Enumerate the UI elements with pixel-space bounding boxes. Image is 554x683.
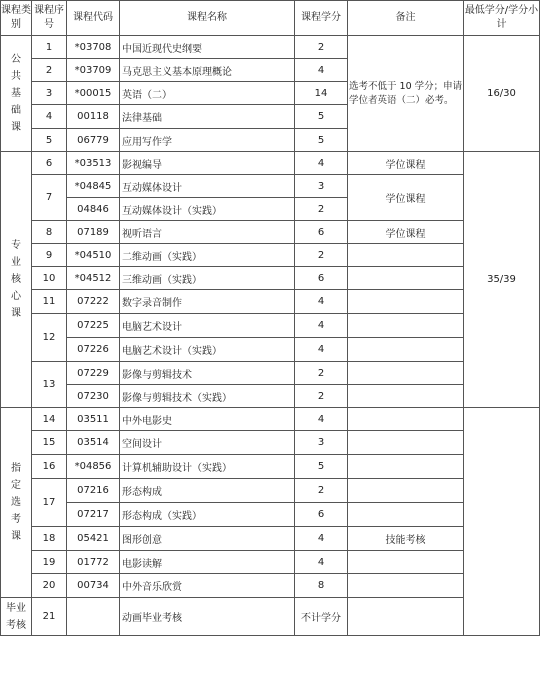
note-empty bbox=[348, 479, 464, 503]
note-degree: 学位课程 bbox=[348, 221, 464, 244]
code-cell: 05421 bbox=[67, 527, 120, 551]
course-name: 形态构成 bbox=[120, 479, 295, 503]
code-cell: *03513 bbox=[67, 152, 120, 175]
seq-cell: 19 bbox=[32, 551, 67, 574]
note-empty bbox=[348, 574, 464, 598]
code-cell: 00734 bbox=[67, 574, 120, 598]
course-name: 中外电影史 bbox=[120, 408, 295, 431]
code-cell: *04510 bbox=[67, 244, 120, 267]
seq-cell: 18 bbox=[32, 527, 67, 551]
note-empty bbox=[348, 431, 464, 455]
code-cell: *00015 bbox=[67, 82, 120, 105]
course-name: 中外音乐欣赏 bbox=[120, 574, 295, 598]
code-cell: 00118 bbox=[67, 105, 120, 129]
code-cell: *03709 bbox=[67, 59, 120, 82]
course-name: 影视编导 bbox=[120, 152, 295, 175]
credit-cell: 2 bbox=[295, 244, 348, 267]
note-empty bbox=[348, 362, 464, 385]
seq-cell: 17 bbox=[32, 479, 67, 527]
note-empty bbox=[348, 503, 464, 527]
code-cell: 03514 bbox=[67, 431, 120, 455]
credit-cell: 5 bbox=[295, 129, 348, 152]
category-core: 专 业 核 心 课 bbox=[1, 152, 32, 408]
seq-cell: 2 bbox=[32, 59, 67, 82]
code-cell: *04856 bbox=[67, 455, 120, 479]
note-skill: 技能考核 bbox=[348, 527, 464, 551]
min-credit-core: 35/39 bbox=[464, 152, 540, 408]
note-empty bbox=[348, 290, 464, 314]
note-empty bbox=[348, 455, 464, 479]
course-name: 计算机辅助设计（实践） bbox=[120, 455, 295, 479]
seq-cell: 7 bbox=[32, 175, 67, 221]
credit-cell: 4 bbox=[295, 408, 348, 431]
credit-cell: 3 bbox=[295, 431, 348, 455]
note-public: 选考不低于 10 学分；申请学位者英语（二）必考。 bbox=[348, 36, 464, 152]
min-credit-empty bbox=[464, 408, 540, 636]
credit-cell: 6 bbox=[295, 221, 348, 244]
header-name: 课程名称 bbox=[120, 1, 295, 36]
course-name: 影像与剪辑技术（实践） bbox=[120, 385, 295, 408]
course-name: 英语（二） bbox=[120, 82, 295, 105]
code-cell: *03708 bbox=[67, 36, 120, 59]
credit-cell: 2 bbox=[295, 362, 348, 385]
course-name: 应用写作学 bbox=[120, 129, 295, 152]
course-name: 电影读解 bbox=[120, 551, 295, 574]
credit-cell: 4 bbox=[295, 290, 348, 314]
credit-cell: 2 bbox=[295, 198, 348, 221]
header-code: 课程代码 bbox=[67, 1, 120, 36]
credit-cell: 4 bbox=[295, 338, 348, 362]
course-name: 图形创意 bbox=[120, 527, 295, 551]
note-empty bbox=[348, 267, 464, 290]
header-category: 课程类别 bbox=[1, 1, 32, 36]
code-cell: 07229 bbox=[67, 362, 120, 385]
seq-cell: 14 bbox=[32, 408, 67, 431]
note-degree: 学位课程 bbox=[348, 175, 464, 221]
course-name: 动画毕业考核 bbox=[120, 598, 295, 636]
code-cell: 07222 bbox=[67, 290, 120, 314]
code-cell: 01772 bbox=[67, 551, 120, 574]
category-elective: 指 定 选 考 课 bbox=[1, 408, 32, 598]
credit-cell: 4 bbox=[295, 314, 348, 338]
code-cell: 04846 bbox=[67, 198, 120, 221]
category-graduation: 毕业 考核 bbox=[1, 598, 32, 636]
course-name: 视听语言 bbox=[120, 221, 295, 244]
code-cell: 07226 bbox=[67, 338, 120, 362]
code-cell: 07216 bbox=[67, 479, 120, 503]
course-name: 空间设计 bbox=[120, 431, 295, 455]
seq-cell: 16 bbox=[32, 455, 67, 479]
code-cell: 06779 bbox=[67, 129, 120, 152]
header-credit: 课程学分 bbox=[295, 1, 348, 36]
seq-cell: 20 bbox=[32, 574, 67, 598]
min-credit-public: 16/30 bbox=[464, 36, 540, 152]
credit-cell: 8 bbox=[295, 574, 348, 598]
seq-cell: 9 bbox=[32, 244, 67, 267]
seq-cell: 21 bbox=[32, 598, 67, 636]
code-cell: *04845 bbox=[67, 175, 120, 198]
note-empty bbox=[348, 244, 464, 267]
seq-cell: 13 bbox=[32, 362, 67, 408]
course-name: 电脑艺术设计 bbox=[120, 314, 295, 338]
credit-cell: 6 bbox=[295, 267, 348, 290]
course-name: 互动媒体设计（实践） bbox=[120, 198, 295, 221]
header-note: 备注 bbox=[348, 1, 464, 36]
seq-cell: 6 bbox=[32, 152, 67, 175]
course-name: 互动媒体设计 bbox=[120, 175, 295, 198]
seq-cell: 5 bbox=[32, 129, 67, 152]
note-empty bbox=[348, 314, 464, 338]
note-degree: 学位课程 bbox=[348, 152, 464, 175]
seq-cell: 11 bbox=[32, 290, 67, 314]
credit-cell: 3 bbox=[295, 175, 348, 198]
note-empty bbox=[348, 338, 464, 362]
credit-cell: 2 bbox=[295, 385, 348, 408]
header-min-credit: 最低学分/学分小计 bbox=[464, 1, 540, 36]
credit-cell: 4 bbox=[295, 527, 348, 551]
credit-cell: 不计学分 bbox=[295, 598, 348, 636]
code-cell: 07225 bbox=[67, 314, 120, 338]
credit-cell: 2 bbox=[295, 36, 348, 59]
code-cell: 07189 bbox=[67, 221, 120, 244]
credit-cell: 4 bbox=[295, 551, 348, 574]
note-empty bbox=[348, 551, 464, 574]
course-name: 电脑艺术设计（实践） bbox=[120, 338, 295, 362]
seq-cell: 12 bbox=[32, 314, 67, 362]
seq-cell: 10 bbox=[32, 267, 67, 290]
seq-cell: 3 bbox=[32, 82, 67, 105]
course-name: 法律基础 bbox=[120, 105, 295, 129]
course-name: 数字录音制作 bbox=[120, 290, 295, 314]
header-seq: 课程序号 bbox=[32, 1, 67, 36]
code-cell: 07230 bbox=[67, 385, 120, 408]
course-name: 三维动画（实践） bbox=[120, 267, 295, 290]
credit-cell: 4 bbox=[295, 152, 348, 175]
code-cell: *04512 bbox=[67, 267, 120, 290]
course-name: 二维动画（实践） bbox=[120, 244, 295, 267]
note-empty bbox=[348, 408, 464, 431]
course-name: 影像与剪辑技术 bbox=[120, 362, 295, 385]
note-empty bbox=[348, 598, 464, 636]
credit-cell: 5 bbox=[295, 455, 348, 479]
seq-cell: 15 bbox=[32, 431, 67, 455]
category-public: 公 共 基 础 课 bbox=[1, 36, 32, 152]
note-empty bbox=[348, 385, 464, 408]
credit-cell: 6 bbox=[295, 503, 348, 527]
course-name: 中国近现代史纲要 bbox=[120, 36, 295, 59]
course-name: 马克思主义基本原理概论 bbox=[120, 59, 295, 82]
code-cell: 03511 bbox=[67, 408, 120, 431]
code-cell bbox=[67, 598, 120, 636]
credit-cell: 14 bbox=[295, 82, 348, 105]
course-name: 形态构成（实践） bbox=[120, 503, 295, 527]
code-cell: 07217 bbox=[67, 503, 120, 527]
seq-cell: 8 bbox=[32, 221, 67, 244]
seq-cell: 4 bbox=[32, 105, 67, 129]
credit-cell: 2 bbox=[295, 479, 348, 503]
seq-cell: 1 bbox=[32, 36, 67, 59]
credit-cell: 5 bbox=[295, 105, 348, 129]
credit-cell: 4 bbox=[295, 59, 348, 82]
